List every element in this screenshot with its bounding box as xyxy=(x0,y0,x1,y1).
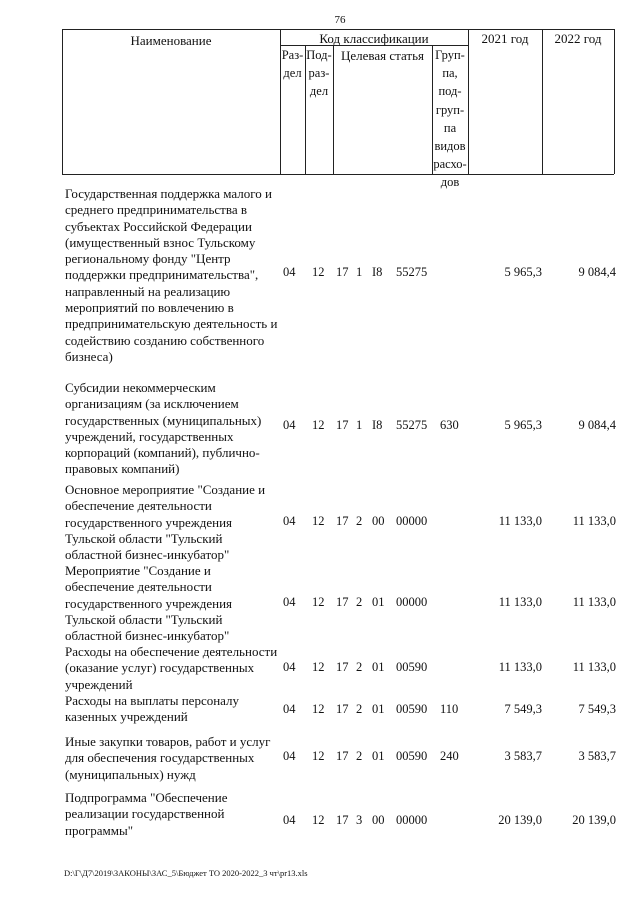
row-name: Основное мероприятие "Создание и обеспечение деятельности государственного учреждения Тульской области "Тульский областной бизнес-инкубатор" xyxy=(65,482,266,563)
row-rz: 04 xyxy=(283,265,296,279)
row-amount-2021: 11 133,0 xyxy=(498,514,542,528)
row-cs-subprogram: 2 xyxy=(356,595,363,609)
header-year-2021: 2021 год xyxy=(481,31,529,46)
row-cs-direction: 00000 xyxy=(396,514,428,528)
row-cs-direction: 55275 xyxy=(396,265,428,279)
header-year-2022: 2022 год xyxy=(554,31,602,46)
row-name: Государственная поддержка малого и среднего предпринимательства в субъектах Российской Федерации (имущественный взнос Тульскому региональному фонду "Центр поддержки предпринимательства", направленный на реализацию мероприятий по вовлечению в предпринимательскую деятельность и содействию созданию собственного бизнеса) xyxy=(65,186,278,364)
row-cs-event: 00 xyxy=(372,813,385,827)
row-cs-subprogram: 2 xyxy=(356,749,363,763)
row-cs-program: 17 xyxy=(336,595,349,609)
row-cs-event: I8 xyxy=(372,418,383,432)
row-amount-2021: 11 133,0 xyxy=(498,595,542,609)
row-rz: 04 xyxy=(283,749,296,763)
row-amount-2022: 9 084,4 xyxy=(578,418,616,432)
row-cs-subprogram: 1 xyxy=(356,418,363,432)
row-cs-direction: 00000 xyxy=(396,813,428,827)
row-cs-program: 17 xyxy=(336,813,349,827)
row-vr: 110 xyxy=(440,702,459,716)
row-pr: 12 xyxy=(312,660,325,674)
row-amount-2022: 20 139,0 xyxy=(572,813,616,827)
row-cs-event: 01 xyxy=(372,660,385,674)
row-cs-event: 00 xyxy=(372,514,385,528)
row-rz: 04 xyxy=(283,702,296,716)
row-pr: 12 xyxy=(312,702,325,716)
row-cs-program: 17 xyxy=(336,514,349,528)
row-name: Расходы на обеспечение деятельности (оказание услуг) государственных учреждений xyxy=(65,644,278,692)
row-cs-program: 17 xyxy=(336,418,349,432)
row-rz: 04 xyxy=(283,514,296,528)
row-rz: 04 xyxy=(283,595,296,609)
row-pr: 12 xyxy=(312,514,325,528)
row-amount-2021: 7 549,3 xyxy=(504,702,542,716)
row-cs-subprogram: 2 xyxy=(356,702,363,716)
row-cs-subprogram: 2 xyxy=(356,660,363,674)
row-vr: 630 xyxy=(440,418,459,432)
row-cs-program: 17 xyxy=(336,265,349,279)
row-amount-2021: 11 133,0 xyxy=(498,660,542,674)
header-section: Раз- дел xyxy=(281,48,304,81)
header-expense-group: Груп- па, под- груп- па видов расхо- дов xyxy=(433,48,467,190)
header-name: Наименование xyxy=(130,33,212,48)
row-cs-direction: 00000 xyxy=(396,595,428,609)
row-cs-direction: 00590 xyxy=(396,702,428,716)
row-cs-subprogram: 3 xyxy=(356,813,363,827)
header-target-article: Целевая статья xyxy=(340,48,424,63)
row-name: Субсидии некоммерческим организациям (за исключением государственных (муниципальных) учреждений, государственных корпораций (компаний), публично-правовых компаний) xyxy=(65,380,262,477)
row-cs-event: 01 xyxy=(372,702,385,716)
row-cs-direction: 00590 xyxy=(396,660,428,674)
file-path-footer: D:\Г\Д7\2019\ЗАКОНЫ\ЗАС_5\Бюджет ТО 2020-2022_3 чт\pr13.xls xyxy=(64,868,308,878)
row-cs-direction: 00590 xyxy=(396,749,428,763)
row-name: Иные закупки товаров, работ и услуг для обеспечения государственных (муниципальных) нужд xyxy=(65,734,271,782)
row-rz: 04 xyxy=(283,660,296,674)
row-cs-program: 17 xyxy=(336,749,349,763)
row-amount-2022: 11 133,0 xyxy=(572,514,616,528)
row-cs-event: I8 xyxy=(372,265,383,279)
row-name: Расходы на выплаты персоналу казенных учреждений xyxy=(65,693,240,725)
row-amount-2022: 9 084,4 xyxy=(578,265,616,279)
header-subsection: Под- раз- дел xyxy=(306,48,332,99)
row-cs-program: 17 xyxy=(336,702,349,716)
row-amount-2022: 11 133,0 xyxy=(572,595,616,609)
row-cs-direction: 55275 xyxy=(396,418,428,432)
header-classification: Код классификации xyxy=(319,31,429,46)
row-cs-program: 17 xyxy=(336,660,349,674)
row-amount-2021: 20 139,0 xyxy=(498,813,542,827)
row-pr: 12 xyxy=(312,418,325,432)
row-rz: 04 xyxy=(283,418,296,432)
row-amount-2021: 3 583,7 xyxy=(504,749,542,763)
row-rz: 04 xyxy=(283,813,296,827)
row-pr: 12 xyxy=(312,813,325,827)
row-cs-subprogram: 2 xyxy=(356,514,363,528)
row-amount-2022: 3 583,7 xyxy=(578,749,616,763)
row-amount-2022: 7 549,3 xyxy=(578,702,616,716)
row-cs-subprogram: 1 xyxy=(356,265,363,279)
row-name: Мероприятие "Создание и обеспечение деятельности государственного учреждения Тульской области "Тульский областной бизнес-инкубатор" xyxy=(65,563,233,644)
row-cs-event: 01 xyxy=(372,595,385,609)
row-amount-2022: 11 133,0 xyxy=(572,660,616,674)
row-name: Подпрограмма "Обеспечение реализации государственной программы" xyxy=(65,790,228,838)
row-amount-2021: 5 965,3 xyxy=(504,418,542,432)
row-pr: 12 xyxy=(312,265,325,279)
page-number: 76 xyxy=(334,14,346,26)
row-cs-event: 01 xyxy=(372,749,385,763)
row-pr: 12 xyxy=(312,595,325,609)
row-amount-2021: 5 965,3 xyxy=(504,265,542,279)
row-vr: 240 xyxy=(440,749,459,763)
row-pr: 12 xyxy=(312,749,325,763)
